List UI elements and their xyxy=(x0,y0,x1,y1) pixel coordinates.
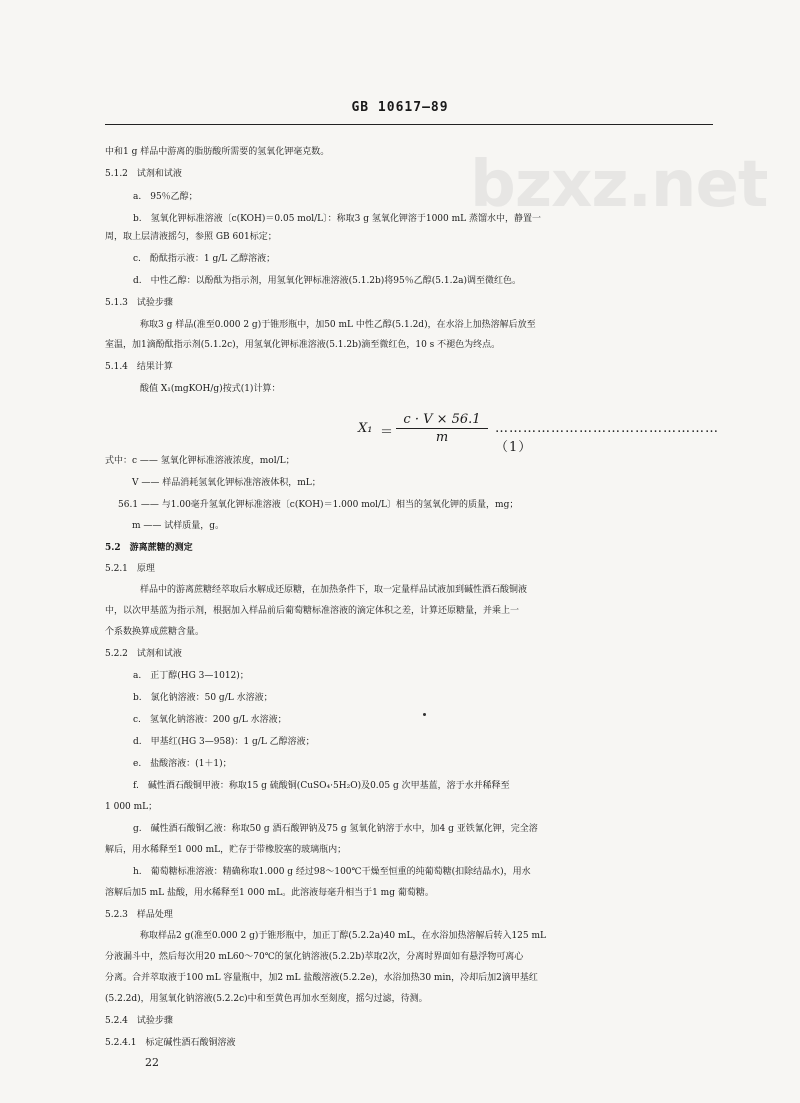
page-number: 22 xyxy=(145,1056,159,1069)
section-heading: 5.2.3 样品处理 xyxy=(105,910,173,920)
section-heading: 5.2 游离蔗糖的测定 xyxy=(105,543,193,553)
text-line: 56.1 —— 与1.00毫升氢氧化钾标准溶液〔c(KOH)＝1.000 mol/L〕相当的氢氧化钾的质量，mg； xyxy=(118,500,519,510)
formula-lhs: X₁ xyxy=(358,421,373,436)
text-line: 溶解后加5 mL 盐酸，用水稀释至1 000 mL。此溶液每毫升相当于1 mg 葡萄糖。 xyxy=(105,888,434,898)
text-line: 酸值 X₁(mgKOH/g)按式(1)计算： xyxy=(140,384,281,394)
list-item: d. 中性乙醇：以酚酞为指示剂，用氢氧化钾标准溶液(5.1.2b)将95％乙醇(5.1.2a)调至微红色。 xyxy=(133,276,522,286)
text-line: 分液漏斗中，然后每次用20 mL60～70℃的氯化钠溶液(5.2.2b)萃取2次，分离时界面如有悬浮物可离心 xyxy=(105,952,524,962)
text-line: 式中：c —— 氢氧化钾标准溶液浓度，mol/L； xyxy=(105,456,295,466)
fraction-bar xyxy=(396,428,488,429)
text-line: 分离。合并萃取液于100 mL 容量瓶中，加2 mL 盐酸溶液(5.2.2e)，水浴加热30 min，冷却后加2滴甲基红 xyxy=(105,973,538,983)
list-item: d. 甲基红(HG 3—958)：1 g/L 乙醇溶液； xyxy=(133,737,315,747)
list-item: f. 碱性酒石酸铜甲液：称取15 g 硫酸铜(CuSO₄·5H₂O)及0.05 g 次甲基蓝，溶于水并稀释至 xyxy=(133,781,510,791)
list-item: h. 葡萄糖标准溶液：精确称取1.000 g 经过98～100℃干燥至恒重的纯葡萄糖(扣除结晶水)，用水 xyxy=(133,867,531,877)
header-rule xyxy=(105,124,713,125)
section-heading: 5.2.4 试验步骤 xyxy=(105,1016,173,1026)
page-header: GB 10617—89 xyxy=(351,100,449,115)
formula-fraction xyxy=(392,412,492,445)
list-item: e. 盐酸溶液：(1＋1)； xyxy=(133,759,232,769)
list-item: b. 氢氧化钾标准溶液〔c(KOH)＝0.05 mol/L〕：称取3 g 氢氧化钾溶于1000 mL 蒸馏水中，静置一 xyxy=(133,214,541,224)
list-item: g. 碱性酒石酸铜乙液：称取50 g 酒石酸钾钠及75 g 氢氧化钠溶于水中，加4 g 亚铁氰化钾，完全溶 xyxy=(133,824,538,834)
text-line: 中和1 g 样品中游离的脂肪酸所需要的氢氧化钾毫克数。 xyxy=(105,147,330,157)
list-item: b. 氯化钠溶液：50 g/L 水溶液； xyxy=(133,693,273,703)
stray-dot xyxy=(423,713,426,716)
section-heading: 5.1.3 试验步骤 xyxy=(105,298,173,308)
list-item: a. 95％乙醇； xyxy=(133,192,198,202)
section-heading: 5.2.2 试剂和试液 xyxy=(105,649,182,659)
section-heading: 5.1.2 试剂和试液 xyxy=(105,169,182,179)
text-line: 1 000 mL； xyxy=(105,802,158,812)
text-line: (5.2.2d)，用氢氧化钠溶液(5.2.2c)中和至黄色再加水至刻度，摇匀过滤，待测。 xyxy=(105,994,428,1004)
formula-equals: ＝ xyxy=(380,425,394,440)
list-item: c. 酚酞指示液：1 g/L 乙醇溶液； xyxy=(133,254,276,264)
list-item: c. 氢氧化钠溶液：200 g/L 水溶液； xyxy=(133,715,287,725)
text-line: m —— 试样质量，g。 xyxy=(132,521,225,531)
formula-number: …………………………………………（1） xyxy=(495,421,719,455)
formula-denominator: m xyxy=(435,430,449,445)
text-line: 个系数换算成蔗糖含量。 xyxy=(105,627,205,637)
text-line: 称取3 g 样品(准至0.000 2 g)于锥形瓶中，加50 mL 中性乙醇(5.1.2d)，在水浴上加热溶解后放至 xyxy=(140,320,536,330)
section-heading: 5.2.4.1 标定碱性酒石酸铜溶液 xyxy=(105,1038,236,1048)
text-line: V —— 样品消耗氢氧化钾标准溶液体积，mL； xyxy=(132,478,321,488)
text-line: 样品中的游离蔗糖经萃取后水解成还原糖，在加热条件下，取一定量样品试液加到碱性酒石酸铜液 xyxy=(140,585,528,595)
section-heading: 5.2.1 原理 xyxy=(105,564,155,574)
section-heading: 5.1.4 结果计算 xyxy=(105,362,173,372)
text-line: 称取样品2 g(准至0.000 2 g)于锥形瓶中，加正丁醇(5.2.2a)40 mL，在水浴加热溶解后转入125 mL xyxy=(140,931,547,941)
text-line: 室温，加1滴酚酞指示剂(5.1.2c)，用氢氧化钾标准溶液(5.1.2b)滴至微红色，10 s 不褪色为终点。 xyxy=(105,340,501,350)
text-line: 解后，用水稀释至1 000 mL，贮存于带橡胶塞的玻璃瓶内； xyxy=(105,845,347,855)
text-line: 中，以次甲基蓝为指示剂，根据加入样品前后葡萄糖标准溶液的滴定体积之差，计算还原糖量，并乘上一 xyxy=(105,606,520,616)
list-item: a. 正丁醇(HG 3—1012)； xyxy=(133,671,249,681)
formula-1 xyxy=(350,412,720,455)
text-line: 周，取上层清液摇匀，参照 GB 601标定； xyxy=(105,232,277,242)
watermark: bzxz.net xyxy=(470,148,768,222)
formula-numerator: c · V × 56.1 xyxy=(403,412,481,427)
